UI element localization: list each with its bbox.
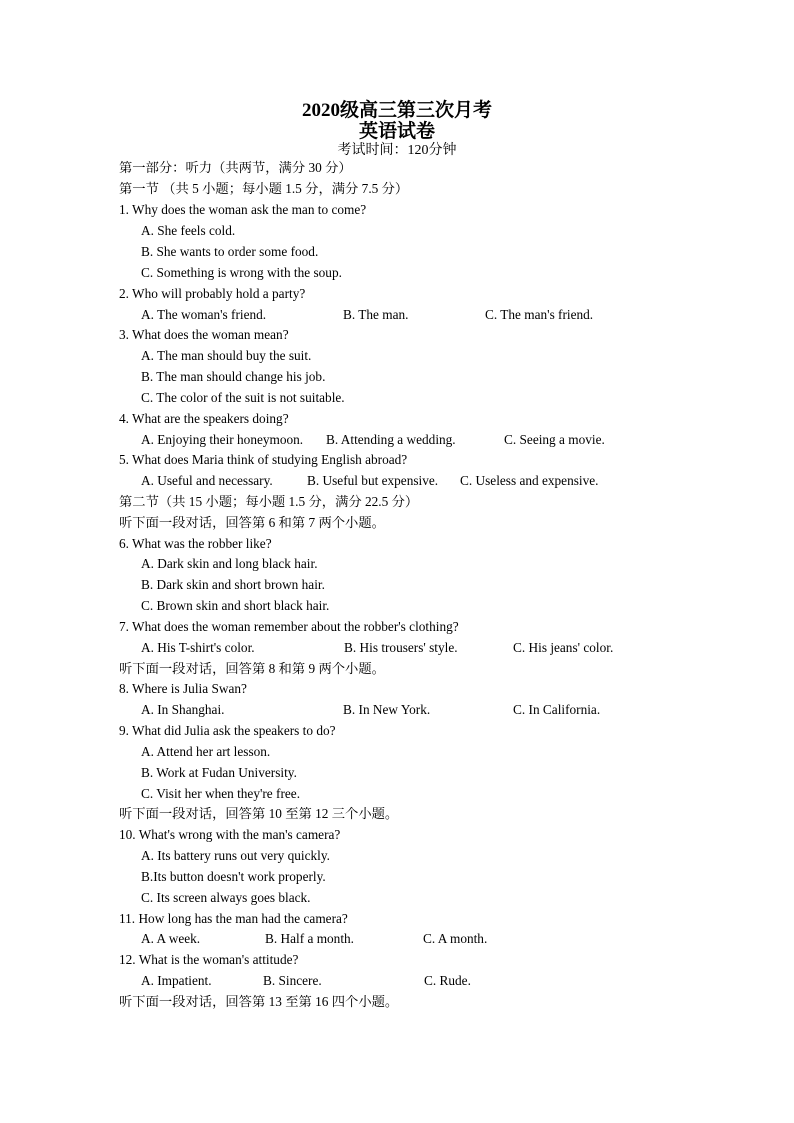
q7-stem: 7. What does the woman remember about the robber's clothing? xyxy=(119,619,459,634)
q8-option-c: C. In California. xyxy=(513,702,601,717)
q6-stem: 6. What was the robber like? xyxy=(119,536,272,551)
q1-option-a: A. She feels cold. xyxy=(141,223,236,238)
q9-option-b: B. Work at Fudan University. xyxy=(141,765,297,780)
q11-option-b: B. Half a month. xyxy=(265,931,355,946)
q6-option-a: A. Dark skin and long black hair. xyxy=(141,556,318,571)
q5-option-b: B. Useful but expensive. xyxy=(307,473,439,488)
q2-option-a: A. The woman's friend. xyxy=(141,307,267,322)
q12-option-c: C. Rude. xyxy=(424,973,471,988)
q10-option-b: B.Its button doesn't work properly. xyxy=(141,869,326,884)
q11-stem: 11. How long has the man had the camera? xyxy=(119,911,348,926)
q2-option-c: C. The man's friend. xyxy=(485,307,594,322)
q9-option-c: C. Visit her when they're free. xyxy=(141,786,301,801)
dialog-instruction-4: 听下面一段对话，回答第 13 至第 16 四个小题。 xyxy=(119,994,399,1009)
q9-stem: 9. What did Julia ask the speakers to do? xyxy=(119,723,336,738)
q8-stem: 8. Where is Julia Swan? xyxy=(119,681,247,696)
q11-option-a: A. A week. xyxy=(141,931,201,946)
q4-option-c: C. Seeing a movie. xyxy=(504,432,605,447)
dialog-instruction-2: 听下面一段对话，回答第 8 和第 9 两个小题。 xyxy=(119,661,385,676)
q10-option-c: C. Its screen always goes black. xyxy=(141,890,311,905)
dialog-instruction-1: 听下面一段对话，回答第 6 和第 7 两个小题。 xyxy=(119,515,385,530)
exam-time: 考试时间：120分钟 xyxy=(337,143,457,158)
q9-option-a: A. Attend her art lesson. xyxy=(141,744,271,759)
section1-heading: 第一节 （共 5 小题；每小题 1.5 分，满分 7.5 分） xyxy=(119,181,409,196)
q8-option-b: B. In New York. xyxy=(343,702,431,717)
q4-stem: 4. What are the speakers doing? xyxy=(119,411,289,426)
part1-heading: 第一部分：听力（共两节，满分 30 分） xyxy=(119,160,352,175)
exam-title: 2020级高三第三次月考 xyxy=(301,100,492,121)
q1-option-b: B. She wants to order some food. xyxy=(141,244,319,259)
q12-option-a: A. Impatient. xyxy=(141,973,212,988)
q3-option-c: C. The color of the suit is not suitable. xyxy=(141,390,345,405)
q8-option-a: A. In Shanghai. xyxy=(141,702,225,717)
q1-stem: 1. Why does the woman ask the man to come? xyxy=(119,202,367,217)
q7-option-b: B. His trousers' style. xyxy=(344,640,458,655)
q7-option-a: A. His T-shirt's color. xyxy=(141,640,255,655)
q5-stem: 5. What does Maria think of studying English abroad? xyxy=(119,452,408,467)
dialog-instruction-3: 听下面一段对话，回答第 10 至第 12 三个小题。 xyxy=(119,806,399,821)
q3-option-a: A. The man should buy the suit. xyxy=(141,348,312,363)
q10-option-a: A. Its battery runs out very quickly. xyxy=(141,848,330,863)
q11-option-c: C. A month. xyxy=(423,931,488,946)
q2-stem: 2. Who will probably hold a party? xyxy=(119,286,306,301)
section2-heading: 第二节（共 15 小题；每小题 1.5 分，满分 22.5 分） xyxy=(119,494,419,509)
q10-stem: 10. What's wrong with the man's camera? xyxy=(119,827,341,842)
q2-option-b: B. The man. xyxy=(343,307,409,322)
q12-stem: 12. What is the woman's attitude? xyxy=(119,952,299,967)
q1-option-c: C. Something is wrong with the soup. xyxy=(141,265,342,280)
q3-option-b: B. The man should change his job. xyxy=(141,369,326,384)
q3-stem: 3. What does the woman mean? xyxy=(119,327,289,342)
q7-option-c: C. His jeans' color. xyxy=(513,640,614,655)
q6-option-c: C. Brown skin and short black hair. xyxy=(141,598,330,613)
q6-option-b: B. Dark skin and short brown hair. xyxy=(141,577,325,592)
q4-option-a: A. Enjoying their honeymoon. xyxy=(141,432,304,447)
q5-option-a: A. Useful and necessary. xyxy=(141,473,273,488)
exam-subtitle: 英语试卷 xyxy=(358,121,435,142)
q5-option-c: C. Useless and expensive. xyxy=(460,473,599,488)
q12-option-b: B. Sincere. xyxy=(263,973,322,988)
q4-option-b: B. Attending a wedding. xyxy=(326,432,456,447)
